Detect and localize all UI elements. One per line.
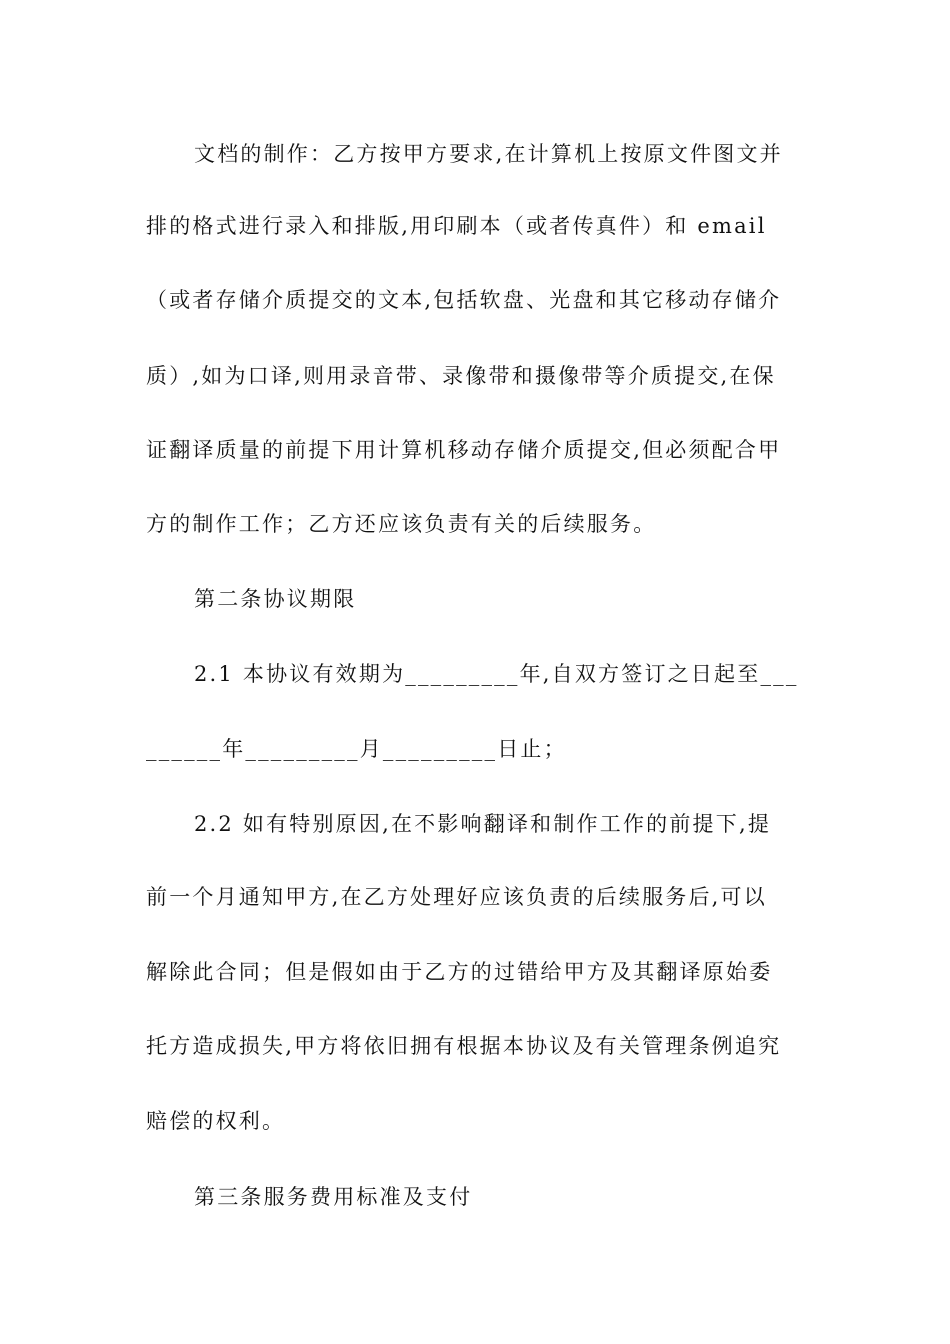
paragraph-line: 2.1 本协议有效期为_________年,自双方签订之日起至___ bbox=[194, 662, 799, 686]
paragraph-line: 前一个月通知甲方,在乙方处理好应该负责的后续服务后,可以 bbox=[146, 885, 767, 909]
paragraph-line: 2.2 如有特别原因,在不影响翻译和制作工作的前提下,提 bbox=[194, 812, 772, 836]
section-heading: 第三条服务费用标准及支付 bbox=[194, 1185, 473, 1209]
paragraph-line: 托方造成损失,甲方将依旧拥有根据本协议及有关管理条例追究 bbox=[146, 1034, 782, 1058]
paragraph-line: 排的格式进行录入和排版,用印刷本（或者传真件）和 email bbox=[146, 214, 767, 238]
paragraph-line: 解除此合同；但是假如由于乙方的过错给甲方及其翻译原始委 bbox=[146, 960, 773, 984]
paragraph-line: 赔偿的权利。 bbox=[146, 1109, 286, 1133]
paragraph-line: 方的制作工作；乙方还应该负责有关的后续服务。 bbox=[146, 512, 657, 536]
paragraph-line: 质）,如为口译,则用录音带、录像带和摄像带等介质提交,在保 bbox=[146, 364, 776, 388]
paragraph-line: （或者存储介质提交的文本,包括软盘、光盘和其它移动存储介 bbox=[146, 288, 782, 312]
paragraph-line: 证翻译质量的前提下用计算机移动存储介质提交,但必须配合甲 bbox=[146, 438, 782, 462]
section-heading: 第二条协议期限 bbox=[194, 587, 357, 611]
paragraph-line: 文档的制作：乙方按甲方要求,在计算机上按原文件图文并 bbox=[194, 142, 783, 166]
paragraph-line: ______年_________月_________日止； bbox=[146, 737, 567, 761]
